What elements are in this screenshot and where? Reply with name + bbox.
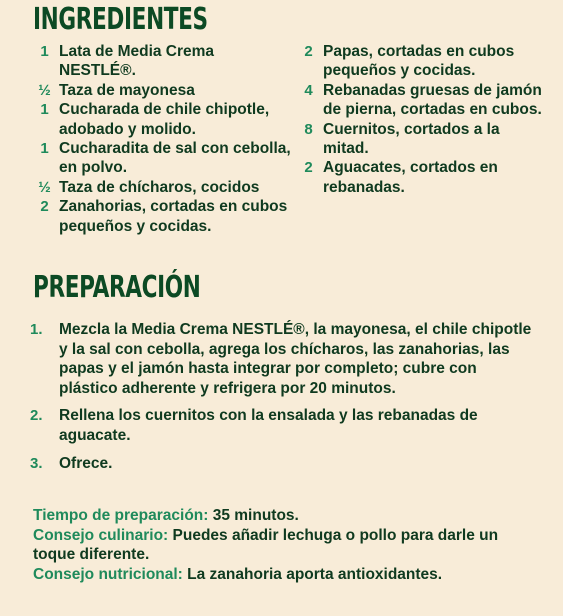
- culinary-tip-value: Puedes añadir lechuga o pollo para darle un toque diferente.: [33, 526, 499, 564]
- ingredient-item: [294, 120, 544, 159]
- step-text: Rellena los cuernitos con la ensalada y las rebanadas de aguacate.: [59, 407, 478, 444]
- prep-time-value: 35 minutos.: [208, 507, 299, 524]
- ingredient-item: [30, 81, 292, 100]
- ingredients-list-left: [30, 42, 292, 236]
- nutrition-tip-note: [33, 565, 533, 585]
- ingredient-item: [294, 81, 544, 120]
- preparation-steps: [30, 320, 535, 481]
- nutrition-tip-value: La zanahoria aporta antioxidantes.: [182, 565, 443, 583]
- ingredient-item: [30, 197, 292, 236]
- step-item: [30, 454, 535, 474]
- ingredient-item: [30, 178, 292, 197]
- ingredient-item: [30, 42, 292, 81]
- ingredient-text: Zanahorias, cortadas en cubos pequeños y cocidas.: [59, 198, 288, 235]
- ingredient-text: Cucharada de chile chipotle, adobado y molido.: [59, 101, 270, 138]
- ingredients-heading: INGREDIENTES: [33, 2, 208, 37]
- ingredient-text: Rebanadas gruesas de jamón de pierna, cortadas en cubos.: [323, 81, 542, 119]
- ingredients-list-right: [294, 42, 544, 197]
- ingredient-item: [294, 42, 544, 81]
- step-item: [30, 320, 535, 398]
- recipe-notes: [33, 506, 533, 584]
- step-item: [30, 406, 535, 445]
- culinary-tip-label: Consejo culinario:: [33, 526, 169, 544]
- ingredient-quantity: ½: [38, 178, 51, 196]
- step-number: 3.: [30, 454, 43, 472]
- ingredient-text: Cucharadita de sal con cebolla, en polvo.: [59, 140, 291, 177]
- ingredient-text: Cuernitos, cortados a la mitad.: [323, 120, 500, 158]
- ingredient-text: Taza de mayonesa: [59, 81, 195, 99]
- ingredient-quantity: 1: [40, 101, 49, 119]
- ingredient-quantity: 1: [40, 43, 49, 60]
- step-text: Ofrece.: [59, 454, 113, 472]
- ingredient-quantity: 8: [304, 120, 313, 138]
- nutrition-tip-label: Consejo nutricional:: [33, 565, 183, 583]
- ingredient-quantity: 2: [304, 43, 313, 60]
- ingredient-quantity: 2: [40, 198, 49, 216]
- step-text: Mezcla la Media Crema NESTLÉ®, la mayonesa, el chile chipotle y la sal con cebolla, agrega los chícharos, las zanahorias, las papas y el jamón hasta integrar por completo; cubre con plástico adherente y refrigera por 20 minutos.: [59, 321, 532, 397]
- ingredient-text: Taza de chícharos, cocidos: [59, 178, 260, 196]
- ingredient-quantity: ½: [38, 81, 51, 99]
- ingredient-text: Papas, cortadas en cubos pequeños y cocidas.: [323, 43, 515, 80]
- ingredient-quantity: 4: [304, 81, 313, 99]
- culinary-tip-note: [33, 526, 533, 565]
- ingredient-item: [30, 100, 292, 139]
- step-number: 2.: [30, 407, 43, 425]
- ingredient-item: [30, 139, 292, 178]
- preparation-heading: PREPARACIÓN: [33, 270, 201, 305]
- prep-time-note: [33, 506, 533, 526]
- ingredient-text: Aguacates, cortados en rebanadas.: [323, 159, 498, 196]
- ingredient-item: [294, 158, 544, 197]
- ingredient-quantity: 1: [40, 140, 49, 158]
- ingredient-quantity: 2: [304, 159, 313, 177]
- prep-time-label: Tiempo de preparación:: [33, 507, 209, 524]
- ingredient-text: Lata de Media Crema NESTLÉ®.: [59, 43, 215, 80]
- step-number: 1.: [30, 321, 43, 338]
